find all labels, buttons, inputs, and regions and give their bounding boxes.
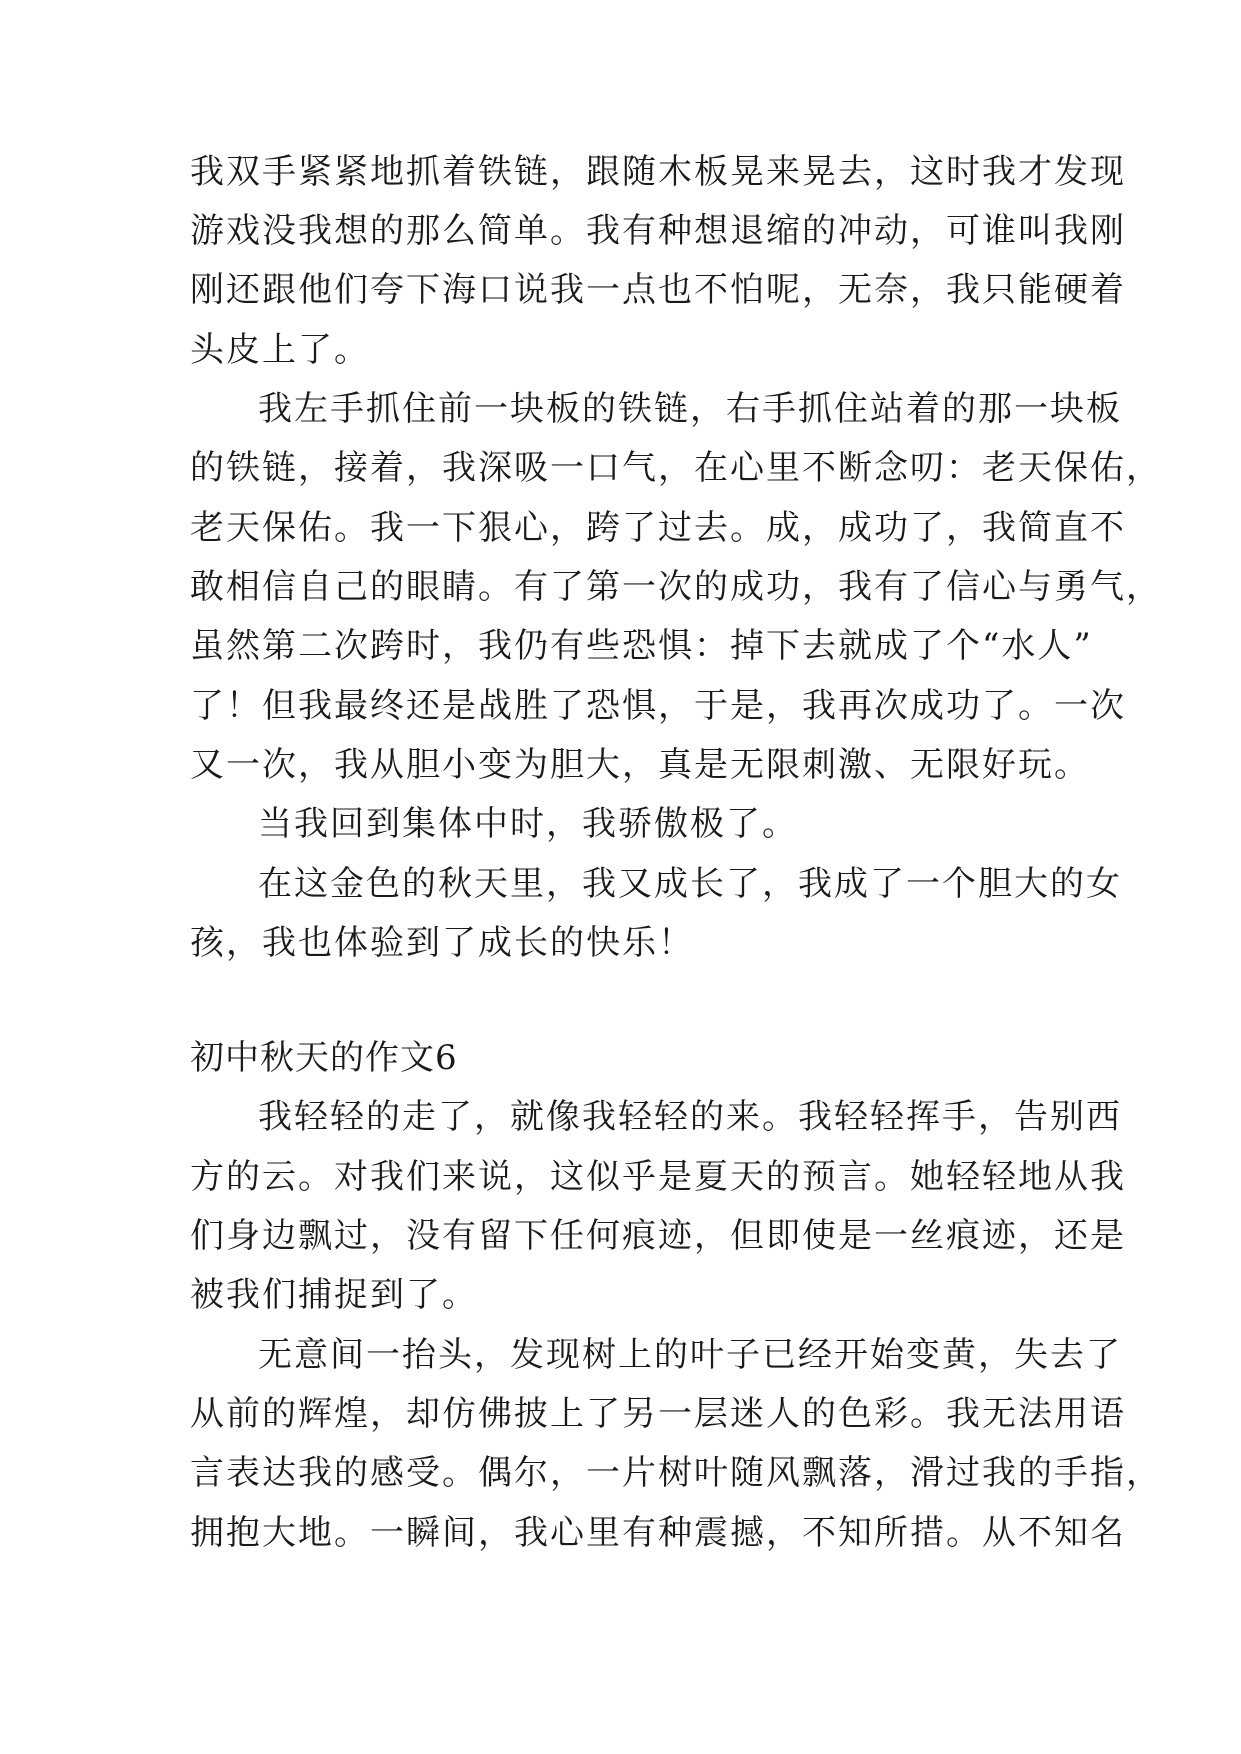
text-line: 方的云。对我们来说，这似乎是夏天的预言。她轻轻地从我 xyxy=(190,1157,1126,1197)
text-line: 敢相信自己的眼睛。有了第一次的成功，我有了信心与勇气， xyxy=(190,567,1162,607)
text-line: 孩，我也体验到了成长的快乐！ xyxy=(190,923,694,963)
text-line: 虽然第二次跨时，我仍有些恐惧：掉下去就成了个“水人” xyxy=(190,626,1093,666)
paragraph-first-line: 无意间一抬头，发现树上的叶子已经开始变黄，失去了 xyxy=(258,1335,1122,1375)
text-line: 们身边飘过，没有留下任何痕迹，但即使是一丝痕迹，还是 xyxy=(190,1216,1126,1256)
text-line: 我双手紧紧地抓着铁链，跟随木板晃来晃去，这时我才发现 xyxy=(190,152,1126,192)
paragraph-first-line: 在这金色的秋天里，我又成长了，我成了一个胆大的女 xyxy=(258,864,1122,904)
text-line: 头皮上了。 xyxy=(190,330,370,370)
text-line: 又一次，我从胆小变为胆大，真是无限刺激、无限好玩。 xyxy=(190,745,1090,785)
text-line: 的铁链，接着，我深吸一口气，在心里不断念叨：老天保佑， xyxy=(190,448,1162,488)
section-heading: 初中秋天的作文6 xyxy=(190,1038,458,1078)
paragraph-first-line: 我左手抓住前一块板的铁链，右手抓住站着的那一块板 xyxy=(258,389,1122,429)
paragraph-first-line: 当我回到集体中时，我骄傲极了。 xyxy=(258,804,798,844)
text-line: 言表达我的感受。偶尔，一片树叶随风飘落，滑过我的手指， xyxy=(190,1453,1162,1493)
text-line: 刚还跟他们夸下海口说我一点也不怕呢，无奈，我只能硬着 xyxy=(190,270,1126,310)
text-line: 拥抱大地。一瞬间，我心里有种震撼，不知所措。从不知名 xyxy=(190,1513,1126,1553)
text-line: 游戏没我想的那么简单。我有种想退缩的冲动，可谁叫我刚 xyxy=(190,211,1126,251)
text-line: 了！但我最终还是战胜了恐惧，于是，我再次成功了。一次 xyxy=(190,686,1126,726)
text-line: 被我们捕捉到了。 xyxy=(190,1275,478,1315)
text-line: 从前的辉煌，却仿佛披上了另一层迷人的色彩。我无法用语 xyxy=(190,1394,1126,1434)
paragraph-first-line: 我轻轻的走了，就像我轻轻的来。我轻轻挥手，告别西 xyxy=(258,1097,1122,1137)
text-line: 老天保佑。我一下狠心，跨了过去。成，成功了，我简直不 xyxy=(190,508,1126,548)
